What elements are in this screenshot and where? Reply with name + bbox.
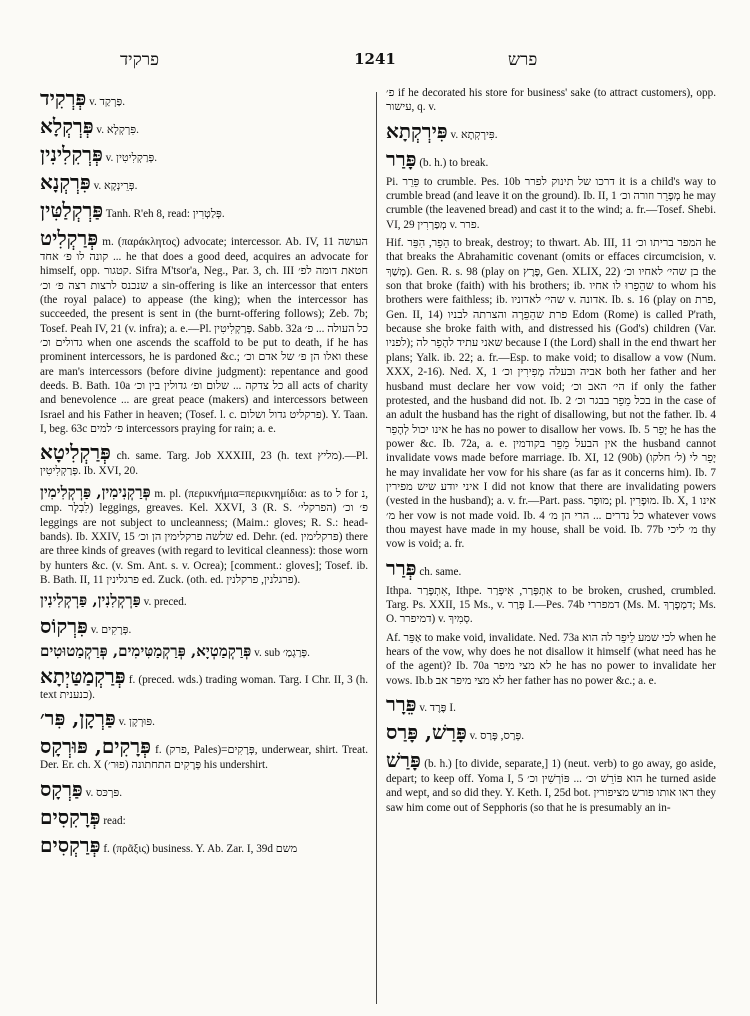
- entry-text: v. פּוּרְקָן.: [118, 716, 155, 729]
- entry-headword: פָּרַשׁ, פָּרַס: [386, 720, 467, 745]
- dictionary-entry: [386, 692, 716, 716]
- entry-text: Hif. הֵפֵר, הִפֵּר to break, destroy; to thwart. Ab. III, 11 המפר בריתו וכ׳ he that breaks the Abrahamitic covenant (omits or effaces circumcision, v. מָשַׁךְ). Gen. R. s. 98 (play on פֶּרֶץ, Gen. XLIX, 22) בן שהי׳ לאחיו וכ׳ the son that broke (faith) with his brothers; ib. שהֵפֵרוּ לו אחיו to whom his brothers were faithless; ib. שהי׳ לאדוניו v. אדונה. Ib. s. 16 (play on פרת, Gen. II, 14) פרת שהֵפֵרָה והצרתה לבניו Edom (Rome) is called P'rath, because she broke faith with, and distressed his (God's) children (Var. לפניו); שאני עתיד להָפֵר לה because I (the Lord) shall in the end thwart her plans; Yalk. ib. 22; a. fr.—Esp. to make void; to disallow a vow (Num. XXX, 2-16). Ned. X, 1 אביה ובעלה מְפִירִין וכ׳ both her father and her husband must declare her vow void; הי׳ האב וכ׳ if only the father protested, and the husband did not. Ib. 2 בכל מֵפֵר בבגר וכ׳ in the case of an adult the husband has the right of disallowing, but not the father. Ib. 4 אינו יכול לְהָפֵר he has no power to disallow her vows. Ib. 5 יָפֵר he has the power &c. Ib. 72a, a. e. אין הבעל מֵפֵר בקודמין the husband cannot invalidate vows made before marriage. Ib. XI, 12 (90b) יָפֵר לי (ל׳ חלקו) he may invalidate her vow for his share (as far as it concerns him). Ib. 7 איני יודע שיש מפירין I did not know that there are invalidating powers (vested in the husband); a. v. fr.—Part. pass. מוּפָר; pl. מוּפָרִין. Ib. X, 1 אינו מ׳ her vow is not made void. Ib. 4 כל נדרים ... הרי הן מ׳ whatever vows thou mayest have made in my house, shall be void. Ib. 77b מ׳ ליכי thy vow is void; a. fr.: [386, 237, 716, 551]
- dictionary-entry: [40, 440, 368, 478]
- entry-headword: פָּרַשׁ: [386, 748, 421, 773]
- entry-text: Tanh. R'eh 8, read: פְּלַטְרִין.: [105, 208, 225, 220]
- entry-text: v. פְּרָקִים.: [90, 623, 132, 636]
- entry-headword: פְּרָקִים, פּוּרְקָס: [40, 734, 151, 759]
- entry-text: ch. same. Targ. Job XXXIII, 23 (h. text מליץ).—Pl. פְּרַקְלִיטִין. Ib. XVI, 20.: [40, 450, 368, 478]
- entry-text: v. פִּרְקְלָא.: [96, 124, 139, 136]
- entry-text: Af. אַפֵּר to make void, invalidate. Ned. 73a לכי שמע לֵיפֵר לה הוא when he hears of the vow, why does he not disallow it himself (what need has he of the agent)? Ib. 70a לא מצי מיפר he has no power to invalidate her vows. Ib.b לא מצי מיפר אב her father has no power &c.; a. e.: [386, 631, 716, 687]
- column-divider: [376, 92, 377, 1004]
- dictionary-entry: [386, 556, 716, 580]
- entry-headword: פְּרְקִלִינִין: [40, 142, 103, 166]
- entry-text: v. פִּירְקְתָא.: [450, 128, 498, 141]
- entry-headword: פַּרְקְלַטִּין: [40, 198, 104, 222]
- entry-text: פ׳ if he decorated his store for business' sake (to attract customers), opp. עישור, q. v.: [386, 87, 716, 114]
- entry-headword: פְּרַקְמַטְיָא, פְּרַקְמַטִּימִים, פְּרַקְמַטוּטִים: [40, 641, 252, 660]
- entry-text: f. (פרק, Pales)=פְּרָקִים, underwear, shirt. Treat. Der. Er. ch. X (פוּר׳) פְּרָקִים התחתונה his undershirt.: [40, 744, 368, 772]
- entry-text: v. פּרְכּס.: [85, 786, 123, 799]
- entry-headword: פְּרַקְנִימִין, פַּרְקְלִימִין: [40, 482, 151, 501]
- dictionary-entry: [386, 584, 716, 627]
- entry-headword: פְּרְקִיד: [40, 86, 87, 110]
- entry-headword: פֵּרָר: [386, 692, 417, 717]
- entry-text: m. (παράκλητος) advocate; intercessor. Ab. IV, 11 העושה ... קונה לו פ׳ אחד he that does a good deed, acquires an advocate for himself, opp. קטגור. Sifra M'tsor'a, Neg., Par. 3, ch. III חטאת דומה לפ׳ שנכנס לרצות רצה פ׳ וכ׳ a sin-offering is like an intercessor that enters (the royal palace) to appease (the king); when the intercessor has succeeded, the present is sent in (the burnt-offering follows); Zeb. 7b; Tosef. Peah IV, 21 (v. infra); a. e.—Pl. פְּרַקְלִיטִין. Sabb. 32a כל העולה ... פ׳ גדולים וכ׳ when one ascends the scaffold to be put to death, if he has prominent intercessors, he is pardoned &c.; ואלו הן פ׳ של אדם וכ׳ these are man's intercessors (before divine judgment): repentance and good deeds. B. Bath. 10a כל צדקה ... שלום ופ׳ גדולין בין וכ׳ all acts of charity and benevolence ... are great peace (makers) and intercessors between Israel and his Father in heaven; (Tosef. l. c. פרקליט גדול ושלום). Y. Taan. I, beg. 63c פ׳ למים intercessors praying for rain; a. e.: [40, 236, 368, 436]
- entry-text: m. pl. (περικνήμια=περικνημίδια: as to ל for נ, cmp. לִבְלָר) leggings, greaves. Kel. XXVI, 3 (R. S. הפרקלי׳) פ׳ וכ׳ leggings are not subject to uncleanness; (Maim.: gloves; R. S.: head-bands). Ib. XXIV, 15 שלשה פרקלימין הן וכ׳ ed. Dehr. (ed. פרקלימין) there are three kinds of greaves (with regard to levitical cleanness): those worn by hunters &c. (v. Sm. Ant. s. v. Ocrea); [comment.: gloves]; Tosef. ib. B. Bath. II, 11 פרגלינין ed. Zuck. (oth. ed. פרגלנין, פרקלנין).: [40, 487, 368, 586]
- running-head-right: פרש: [508, 50, 538, 70]
- entry-text: f. (πρᾶξις) business. Y. Ab. Zar. I, 39d משם: [103, 842, 298, 855]
- dictionary-entry: [40, 483, 368, 587]
- entry-text: Pi. פֵּרֵר to crumble. Pes. 10b דרכו של תינוק לפרר it is a child's way to crumble bread (and leave it on the ground). Ib. II, 1 מְפָרֵר וזורה וכ׳ he may crumble (the leavened bread) and cast it to the wind; a. fr.—Tosef. Shebi. VI, 29 מְפַרְרִין v. פרר.: [386, 175, 716, 231]
- entry-text: read:: [103, 814, 126, 827]
- dictionary-entry: [40, 198, 368, 222]
- entry-text: f. (preced. wds.) trading woman. Targ. I Chr. II, 3 (h. text כנענית).: [40, 673, 368, 701]
- dictionary-entry: [40, 642, 368, 660]
- dictionary-entry: [40, 591, 368, 609]
- dictionary-entry: [386, 631, 716, 688]
- entry-text: v. sub פְּרַגְמַ׳.: [254, 646, 310, 659]
- entry-text: v. פַּרְקַד.: [89, 96, 126, 108]
- entry-headword: פַּרְקְלִנִין, פַּרְקְלִינִין: [40, 591, 141, 610]
- entry-text: Ithpa. אִתְפָּרַר, Ithpe. אִתְפְּרַר, אִיפְּרַר to be broken, crushed, crumbled. Targ. Ps. XXII, 15 Ms., v. פְּרַר I.—Pes. 74b דמפררי (Ms. M. דמְפָרְךְ; Ms. O. דמיפרר) v. סְמִיךְ.: [386, 584, 716, 626]
- page-number: 1241: [354, 50, 396, 68]
- entry-headword: פִּירְקְתָא: [386, 118, 448, 143]
- entry-text: (b. h.) [to divide, separate,] 1) (neut. verb) to go away, go aside, depart; to keep off. Yoma I, 5 הוא פּוֹרֵשׁ וכ׳ ... פּוֹרְשִׁין וכ׳ he turned aside and wept, and so did they. Y. Keth. I, 25d bot. ראו אותו פורש מציפורין they saw him come out of Sepphoris (so that he is presumably an in-: [386, 758, 716, 814]
- entry-headword: פְּרַקְמַטַּיְתָא: [40, 663, 126, 688]
- page-header: [0, 50, 750, 74]
- entry-headword: פִּרְקְנָא: [40, 170, 91, 194]
- dictionary-entry: [386, 175, 716, 232]
- dictionary-entry: [40, 170, 368, 194]
- entry-text: v. פְּרַקְלִיטִין.: [105, 152, 157, 164]
- dictionary-entry: [40, 226, 368, 436]
- dictionary-entry: [40, 614, 368, 638]
- entry-text: v. פְּרַס, פָּרַס.: [469, 730, 524, 743]
- dictionary-entry: [386, 748, 716, 815]
- entry-headword: פְּרָקִסִים: [40, 804, 101, 829]
- entry-headword: פְּרַקְסִים: [40, 832, 101, 857]
- entry-headword: פְּרְקְלָא: [40, 114, 94, 138]
- dictionary-entry: [386, 86, 716, 115]
- left-column: [40, 86, 368, 1004]
- dictionary-entry: [40, 833, 368, 857]
- dictionary-entry: [40, 664, 368, 702]
- dictionary-entry: [386, 147, 716, 171]
- dictionary-entry: [386, 236, 716, 552]
- dictionary-entry: [40, 706, 368, 730]
- dictionary-entry: [40, 777, 368, 801]
- right-column: [386, 86, 716, 1004]
- entry-text: ch. same.: [419, 565, 462, 578]
- entry-headword: פַּרְקָס: [40, 776, 83, 801]
- entry-headword: פְּרַקְלִיט: [40, 226, 99, 250]
- dictionary-entry: [386, 720, 716, 744]
- entry-headword: פַּרְקָן, פִּר׳: [40, 706, 116, 731]
- dictionary-entry: [40, 805, 368, 829]
- running-head-left: פרקיד: [120, 50, 159, 70]
- entry-headword: פְּרַקְלִיטָא: [40, 440, 111, 465]
- dictionary-entry: [40, 114, 368, 138]
- dictionary-entry: [386, 119, 716, 143]
- dictionary-entry: [40, 86, 368, 110]
- entry-headword: פְּרַר: [386, 555, 417, 580]
- entry-text: v. פְּרֵינְקָא.: [93, 180, 138, 192]
- entry-text: v. פֶּרֶד I.: [419, 702, 456, 715]
- dictionary-entry: [40, 734, 368, 772]
- entry-headword: פִּרְקוֹס: [40, 613, 88, 638]
- entry-text: (b. h.) to break.: [419, 156, 489, 169]
- entry-headword: פָּרַר: [386, 146, 417, 171]
- dictionary-entry: [40, 142, 368, 166]
- entry-text: v. preced.: [143, 596, 187, 609]
